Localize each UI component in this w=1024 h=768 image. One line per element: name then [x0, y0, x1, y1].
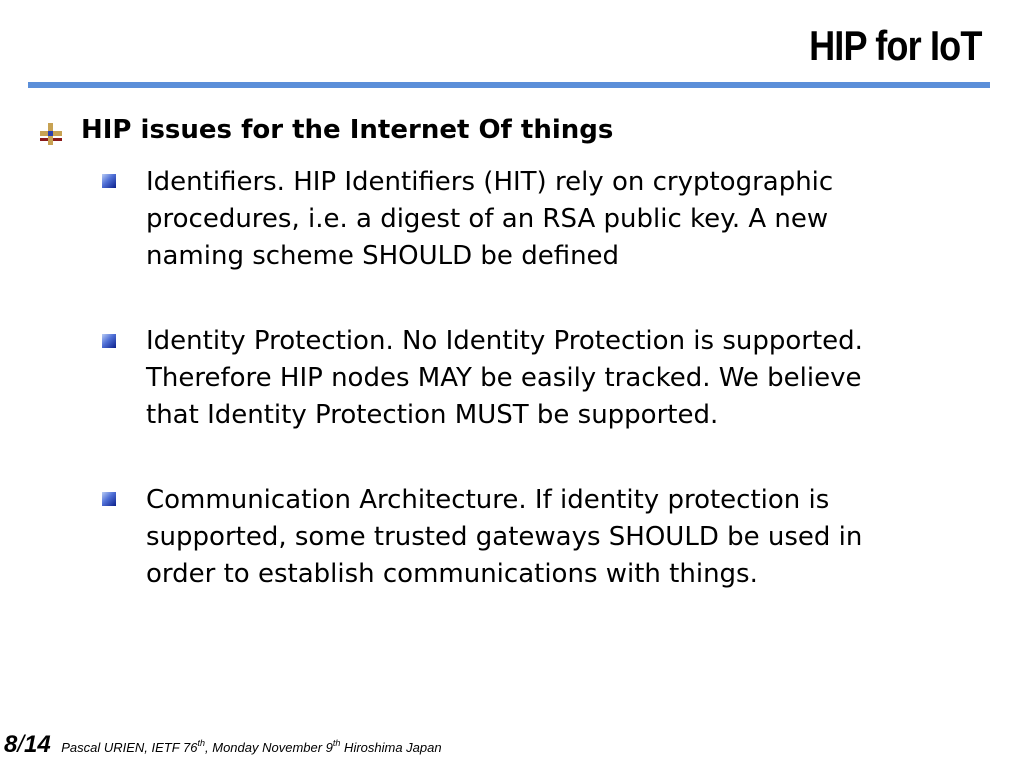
slide-title: HIP for IoT [809, 22, 982, 69]
square-bullet-icon [102, 492, 116, 506]
bullet-marker-icon [40, 123, 62, 145]
footer-author: Pascal URIEN, IETF 76th, Monday November 9th Hiroshima Japan [61, 738, 442, 755]
page-current: 8 [4, 731, 18, 758]
square-bullet-icon [102, 174, 116, 188]
bullet-identifiers: Identifiers. HIP Identifiers (HIT) rely on cryptographic procedures, i.e. a digest of an RSA public key. A new naming scheme SHOULD be defined [146, 167, 834, 271]
bullet-communication-architecture: Communication Architecture. If identity protection is supported, some trusted gateways SHOULD be used in order to establish communications with things. [146, 485, 863, 589]
title-divider [28, 82, 990, 88]
slide-heading-bullet: HIP issues for the Internet Of things [81, 115, 614, 145]
page-total: 14 [24, 731, 51, 758]
slide-footer [4, 731, 442, 759]
bullet-identity-protection: Identity Protection. No Identity Protection is supported. Therefore HIP nodes MAY be easily tracked. We believe that Identity Protection MUST be supported. [146, 326, 863, 430]
page-separator: / [17, 731, 25, 758]
square-bullet-icon [102, 334, 116, 348]
